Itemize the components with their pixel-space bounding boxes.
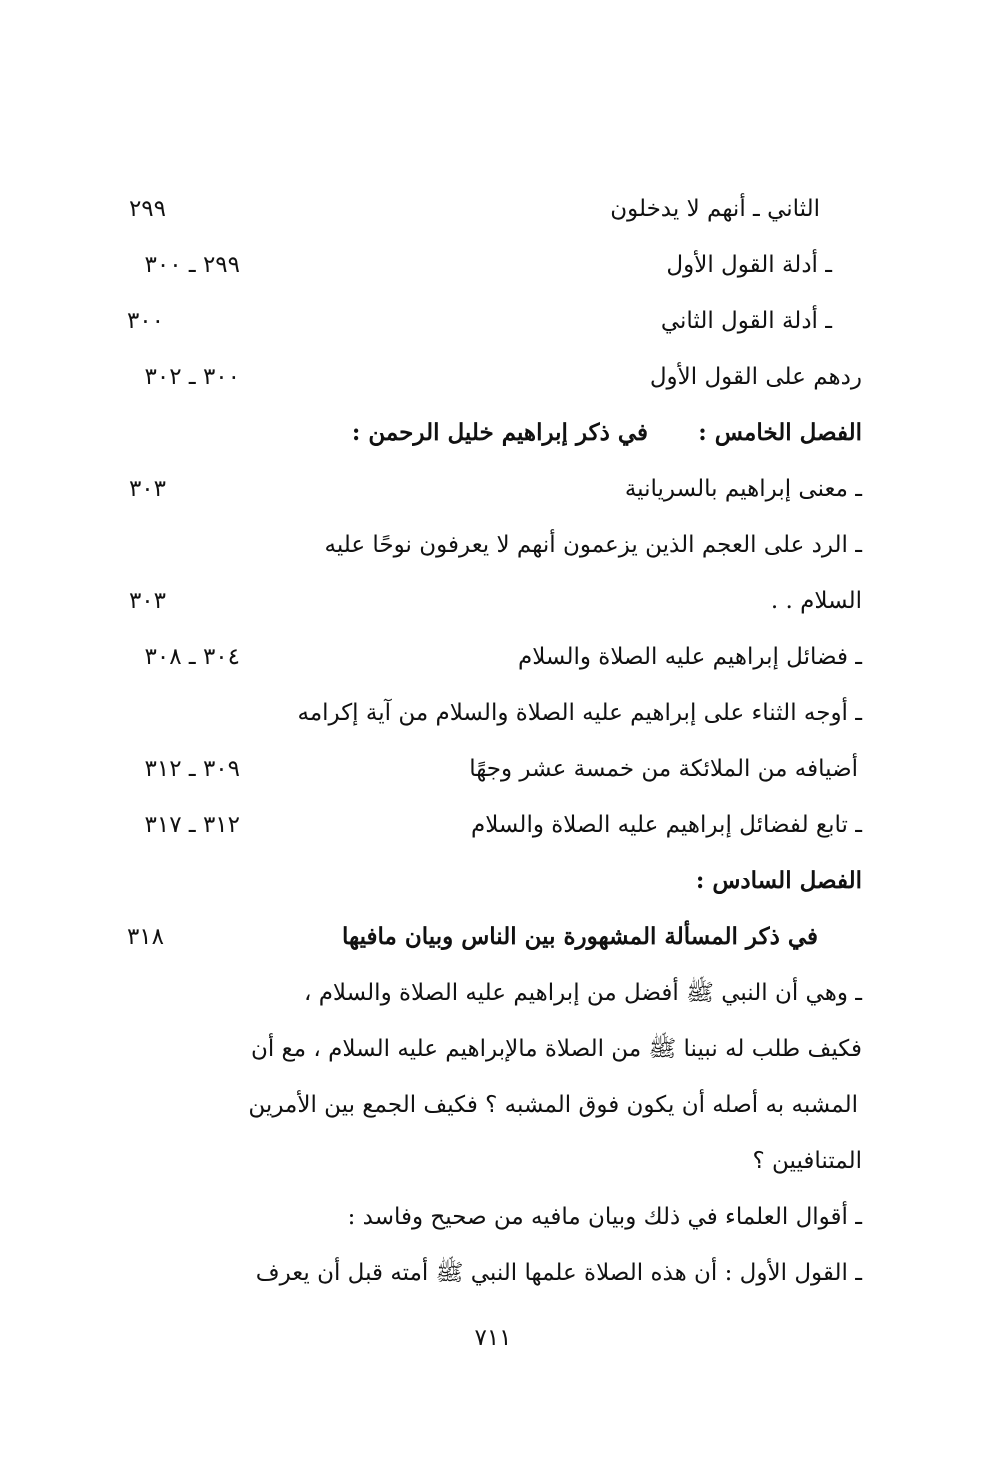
entry-text: المتنافيين ؟: [752, 1148, 862, 1174]
entry-text: ـ فضائل إبراهيم عليه الصلاة والسلام: [517, 644, 862, 670]
chapter-subtitle: في ذكر المسألة المشهورة بين الناس وبيان مافيها: [341, 923, 818, 950]
entry-text: فكيف طلب له نبينا ﷺ من الصلاة مالإبراهيم عليه السلام ، مع أن: [250, 1036, 862, 1062]
entry-text: ردهم على القول الأول: [649, 364, 862, 390]
entry-pages: ٣١٨: [126, 924, 164, 950]
entry-pages: ٣٠٠: [126, 308, 164, 334]
entry-text: المشبه به أصله أن يكون فوق المشبه ؟ فكيف الجمع بين الأمرين: [248, 1092, 858, 1118]
chapter-heading: الفصل السادس :: [695, 867, 862, 894]
entry-pages: ٢٩٩: [128, 196, 166, 222]
entry-text: الثاني ـ أنهم لا يدخلون: [610, 196, 820, 222]
entry-pages: ٣٠٤ ـ ٣٠٨: [144, 644, 240, 670]
entry-text: ـ تابع لفضائل إبراهيم عليه الصلاة والسلام: [470, 812, 862, 838]
entry-text: ـ الرد على العجم الذين يزعمون أنهم لا يعرفون نوحًا عليه: [324, 532, 862, 558]
entry-pages: ٢٩٩ ـ ٣٠٠: [144, 252, 240, 278]
page-number: ٧١١: [474, 1325, 512, 1351]
chapter-heading: الفصل الخامس :: [698, 419, 862, 446]
entry-pages: ٣٠٣: [128, 476, 166, 502]
entry-text: ـ أدلة القول الثاني: [660, 308, 832, 334]
chapter-subtitle: في ذكر إبراهيم خليل الرحمن :: [351, 419, 648, 446]
entry-pages: ٣٠٣: [128, 588, 166, 614]
entry-text: ـ أوجه الثناء على إبراهيم عليه الصلاة والسلام من آية إكرامه: [297, 700, 862, 726]
entry-text: أضيافه من الملائكة من خمسة عشر وجهًا: [469, 756, 858, 782]
entry-text: ـ أدلة القول الأول: [666, 252, 832, 278]
entry-pages: ٣٠٩ ـ ٣١٢: [144, 756, 240, 782]
entry-pages: ٣٠٠ ـ ٣٠٢: [144, 364, 240, 390]
entry-text: ـ معنى إبراهيم بالسريانية: [624, 476, 862, 502]
entry-text: ـ وهي أن النبي ﷺ أفضل من إبراهيم عليه الصلاة والسلام ،: [303, 980, 862, 1006]
entry-text: ـ القول الأول : أن هذه الصلاة علمها النبي ﷺ أمته قبل أن يعرف: [255, 1260, 862, 1286]
entry-pages: ٣١٢ ـ ٣١٧: [144, 812, 240, 838]
entry-text: السلام . .: [770, 588, 862, 614]
entry-text: ـ أقوال العلماء في ذلك وبيان مافيه من صحيح وفاسد :: [347, 1204, 862, 1230]
